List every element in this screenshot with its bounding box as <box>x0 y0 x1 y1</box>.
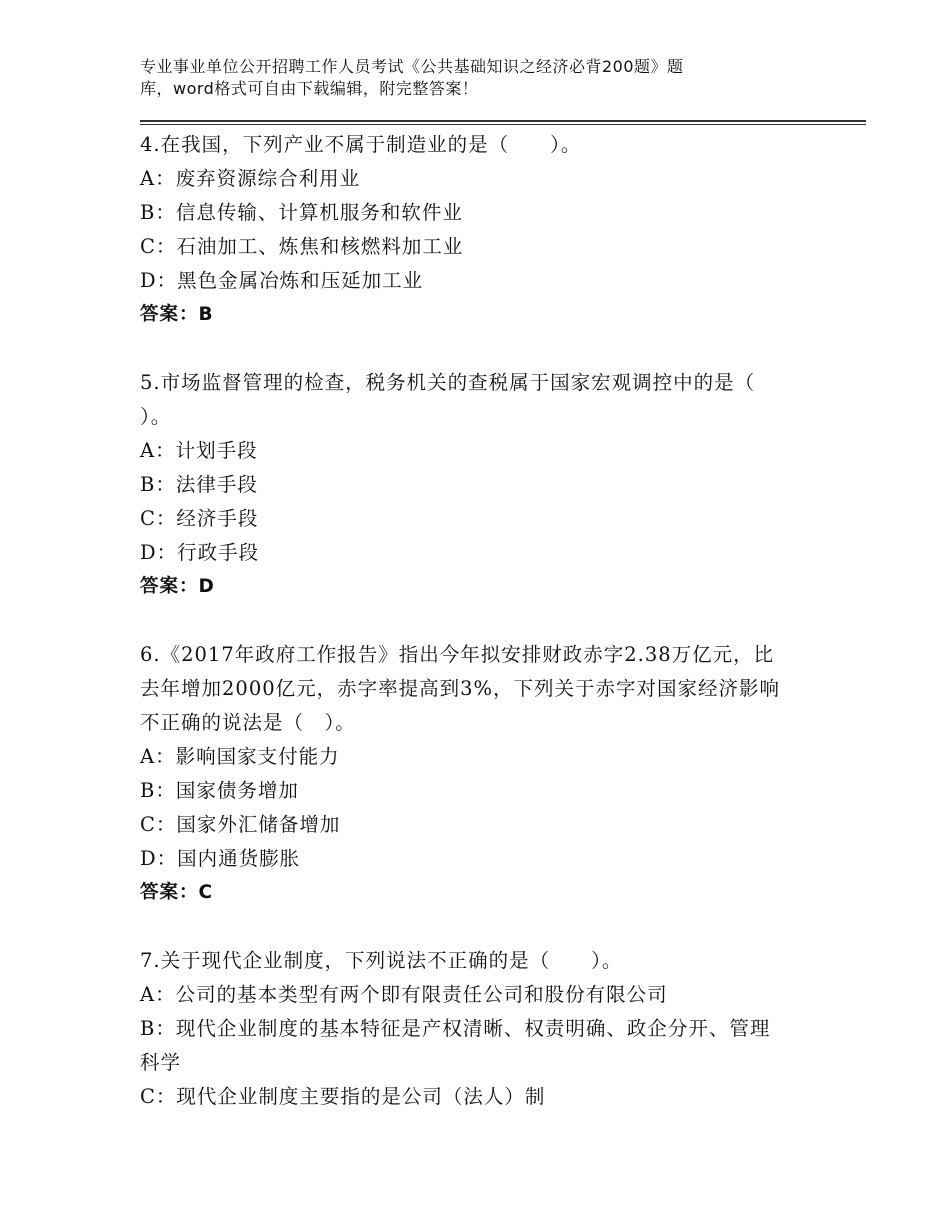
question-spacer <box>140 910 830 944</box>
question-stem-continued: 去年增加2000亿元，赤字率提高到3%，下列关于赤字对国家经济影响 <box>140 677 781 700</box>
option-b-continued: 科学 <box>140 1051 182 1074</box>
answer: 答案：D <box>140 576 215 597</box>
option-b: B：信息传输、计算机服务和软件业 <box>140 201 463 224</box>
question-stem: 7.关于现代企业制度，下列说法不正确的是（ ）。 <box>140 949 623 972</box>
header-rule-thick <box>140 120 866 122</box>
option-c: C：国家外汇储备增加 <box>140 813 341 836</box>
option-b: B：法律手段 <box>140 473 258 496</box>
question-6 <box>140 638 830 910</box>
option-c: C：现代企业制度主要指的是公司（法人）制 <box>140 1085 546 1108</box>
document-header <box>140 56 840 100</box>
option-c: C：石油加工、炼焦和核燃料加工业 <box>140 235 464 258</box>
question-5 <box>140 366 830 604</box>
header-line-2: 库，word格式可自由下载编辑，附完整答案！ <box>140 79 479 98</box>
option-d: D：黑色金属冶炼和压延加工业 <box>140 269 424 292</box>
question-stem: 4.在我国，下列产业不属于制造业的是（ ）。 <box>140 133 582 156</box>
option-a: A：废弃资源综合利用业 <box>140 167 361 190</box>
answer: 答案：B <box>140 304 214 325</box>
option-c: C：经济手段 <box>140 507 259 530</box>
question-stem-continued: ）。 <box>140 405 172 428</box>
answer: 答案：C <box>140 882 214 903</box>
question-spacer <box>140 604 830 638</box>
option-a: A：计划手段 <box>140 439 258 462</box>
question-7 <box>140 944 830 1114</box>
option-b: B：国家债务增加 <box>140 779 299 802</box>
option-a: A：公司的基本类型有两个即有限责任公司和股份有限公司 <box>140 983 668 1006</box>
option-a: A：影响国家支付能力 <box>140 745 340 768</box>
option-d: D：行政手段 <box>140 541 260 564</box>
question-stem: 6.《2017年政府工作报告》指出今年拟安排财政赤字2.38万亿元，比 <box>140 643 775 666</box>
option-d: D：国内通货膨胀 <box>140 847 301 870</box>
header-line-1: 专业事业单位公开招聘工作人员考试《公共基础知识之经济必背200题》题 <box>140 57 684 76</box>
question-stem: 5.市场监督管理的检查，税务机关的查税属于国家宏观调控中的是（ <box>140 371 756 394</box>
question-spacer <box>140 332 830 366</box>
option-b: B：现代企业制度的基本特征是产权清晰、权责明确、政企分开、管理 <box>140 1017 771 1040</box>
question-list <box>140 128 830 1114</box>
header-rule-thin <box>140 124 866 125</box>
question-4 <box>140 128 830 332</box>
question-stem-continued: 不正确的说法是（ ）。 <box>140 711 356 734</box>
